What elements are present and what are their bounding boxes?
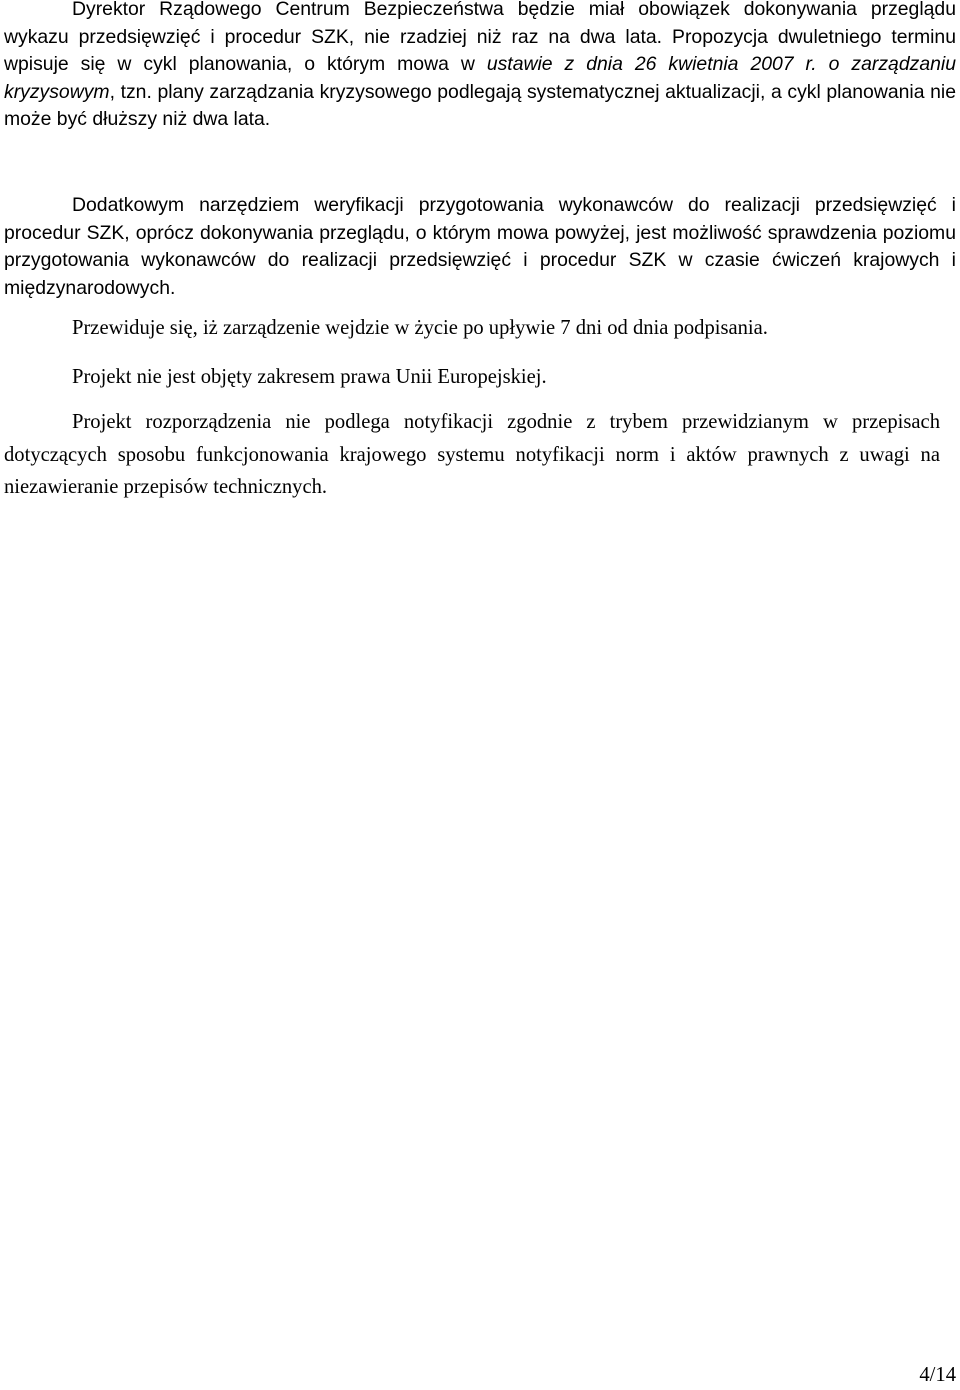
page-number: 4/14: [919, 1364, 956, 1386]
paragraph-eu-law: Projekt nie jest objęty zakresem prawa Unii Europejskiej.: [72, 366, 547, 388]
paragraph-review-obligation-text-2: , tzn. plany zarządzania kryzysowego podlegają systematycznej aktualizacji, a cykl planowania nie może być dłuższy niż dwa lata.: [4, 80, 956, 131]
paragraph-entry-into-force: Przewiduje się, iż zarządzenie wejdzie w życie po upływie 7 dni od dnia podpisania.: [72, 317, 768, 339]
act-reference: ustawie z dnia 26 kwietnia 2007 r. o zarządzaniu kryzysowym: [4, 53, 956, 103]
paragraph-notification: Projekt rozporządzenia nie podlega notyfikacji zgodnie z trybem przewidzianym w przepisach dotyczących sposobu funkcjonowania krajowego systemu notyfikacji norm i aktów prawnych z uwagi na niezawieranie przepisów technicznych.: [4, 411, 940, 498]
paragraph-review-obligation-text-1: Dyrektor Rządowego Centrum Bezpieczeństwa będzie miał obowiązek dokonywania przeglądu wykazu przedsięwzięć i procedur SZK, nie rzadziej niż raz na dwa lata. Propozycja dwuletniego terminu wpisuje się w cykl planowania, o którym mowa w: [4, 0, 956, 76]
paragraph-verification-tool: Dodatkowym narzędziem weryfikacji przygotowania wykonawców do realizacji przedsięwzięć i procedur SZK, oprócz dokonywania przeglądu, o którym mowa powyżej, jest możliwość sprawdzenia poziomu przygotowania wykonawców do realizacji przedsięwzięć i procedur SZK w czasie ćwiczeń krajowych i międzynarodowych.: [4, 194, 956, 299]
paragraph-review-obligation: [4, 0, 956, 134]
